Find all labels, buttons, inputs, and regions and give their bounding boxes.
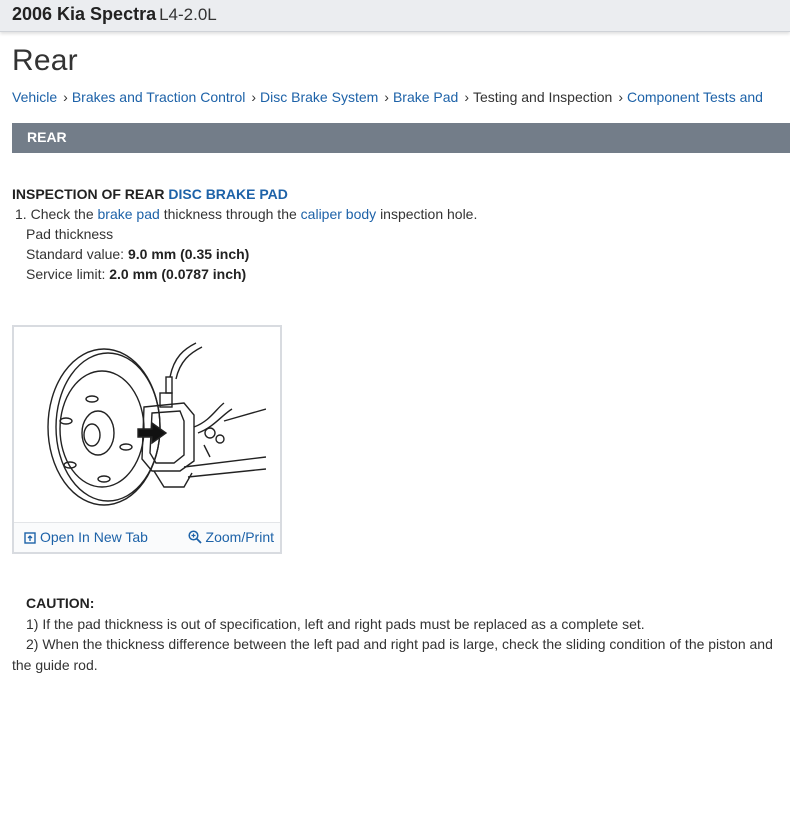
zoom-print-button[interactable] — [188, 529, 274, 545]
brake-figure-card — [12, 325, 282, 554]
standard-value: 9.0 mm (0.35 inch) — [127, 246, 250, 262]
step-text: thickness through the — [163, 206, 297, 222]
inspection-heading — [12, 184, 788, 204]
page-title: Rear — [12, 44, 78, 77]
step-number: 1. — [15, 206, 27, 222]
vehicle-name: 2006 Kia Spectra — [12, 4, 157, 24]
standard-value-line — [26, 244, 788, 264]
chevron-right-icon: › — [63, 89, 68, 105]
caution-block — [12, 593, 790, 675]
caution-title: CAUTION: — [26, 595, 95, 611]
chevron-right-icon: › — [618, 89, 623, 105]
open-in-new-tab-label: Open In New Tab — [40, 529, 148, 545]
caliper-body-link[interactable]: caliper body — [300, 206, 377, 222]
caution-line-2: 2) When the thickness difference between the left pad and right pad is large, check the sliding condition of the piston and the guide rod. — [12, 636, 773, 673]
section-label: REAR — [27, 129, 67, 145]
vehicle-engine: L4-2.0L — [159, 5, 217, 24]
service-limit-value: 2.0 mm (0.0787 inch) — [109, 266, 247, 282]
chevron-right-icon: › — [464, 89, 469, 105]
breadcrumb-brakes-traction[interactable]: Brakes and Traction Control — [71, 89, 246, 105]
zoom-icon — [188, 530, 202, 544]
chevron-right-icon: › — [384, 89, 389, 105]
inspection-heading-prefix: INSPECTION OF REAR — [12, 186, 165, 202]
disc-brake-pad-link[interactable]: DISC BRAKE PAD — [168, 186, 288, 202]
inspection-step-1 — [15, 204, 788, 224]
service-limit-line — [26, 264, 788, 284]
vehicle-header — [0, 0, 790, 32]
step-text: inspection hole. — [380, 206, 478, 222]
standard-value-label: Standard value: — [26, 246, 125, 262]
breadcrumb-disc-brake-system[interactable]: Disc Brake System — [260, 89, 379, 105]
open-in-new-tab-button[interactable] — [24, 529, 148, 545]
step-text: Check the — [30, 206, 94, 222]
breadcrumb-testing-inspection: Testing and Inspection — [473, 89, 613, 105]
section-header-bar — [12, 123, 790, 153]
chevron-right-icon: › — [251, 89, 257, 105]
caution-line-1: 1) If the pad thickness is out of specification, left and right pads must be replaced as a complete set. — [26, 615, 645, 632]
zoom-print-label: Zoom/Print — [205, 529, 274, 545]
figure-toolbar — [14, 522, 280, 552]
rear-disc-brake-caliper-illustration[interactable] — [34, 337, 266, 517]
brake-pad-link[interactable]: brake pad — [97, 206, 160, 222]
breadcrumb-vehicle[interactable]: Vehicle — [12, 89, 58, 105]
breadcrumb — [12, 89, 790, 105]
open-new-tab-icon — [24, 532, 36, 544]
pad-thickness-label: Pad thickness — [26, 226, 114, 242]
inspection-content — [12, 184, 788, 284]
breadcrumb-component-tests[interactable]: Component Tests and — [627, 89, 763, 105]
breadcrumb-brake-pad[interactable]: Brake Pad — [392, 89, 459, 105]
service-limit-label: Service limit: — [26, 266, 106, 282]
